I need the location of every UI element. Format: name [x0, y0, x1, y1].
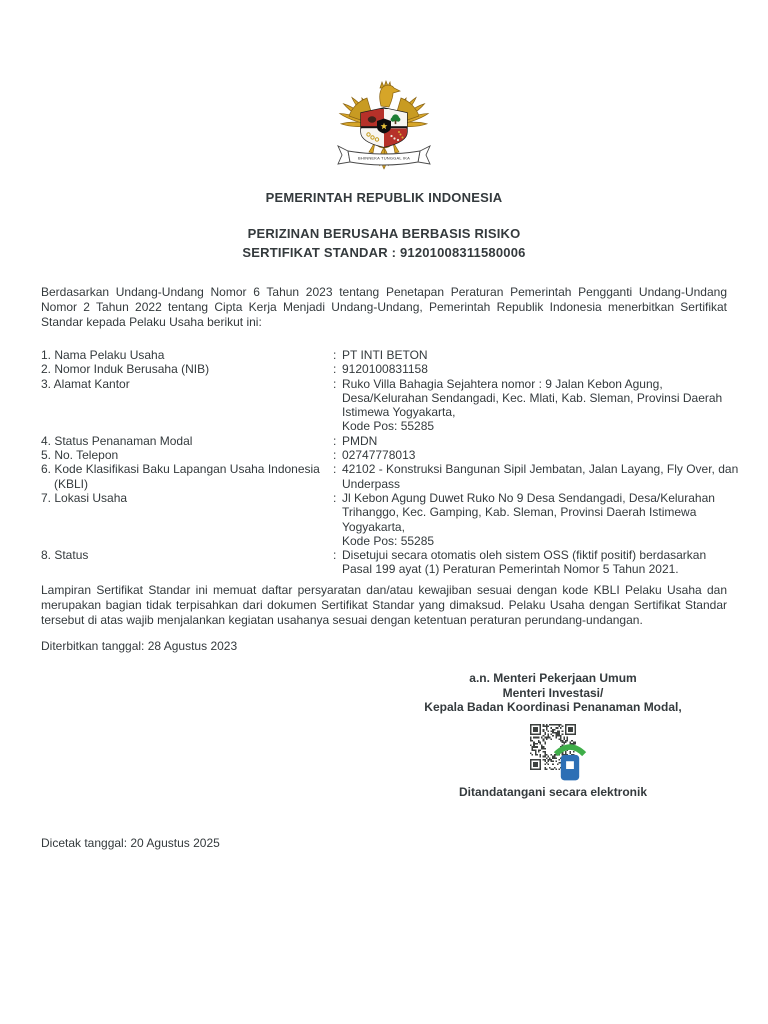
detail-row: [41, 448, 727, 462]
detail-label-line: 6. Kode Klasifikasi Baku Lapangan Usaha Indonesia: [41, 462, 320, 477]
pancasila-shield: [360, 108, 408, 148]
electronic-signature-note: Ditandatangani secara elektronik: [458, 785, 648, 799]
authority-line-2: Menteri Investasi/: [502, 685, 604, 700]
detail-label-line: (KBLI): [54, 476, 89, 491]
detail-row: [41, 434, 727, 448]
detail-row: [41, 377, 727, 434]
document-type-title: PERIZINAN BERUSAHA BERBASIS RISIKO: [247, 226, 521, 241]
government-title: PEMERINTAH REPUBLIK INDONESIA: [265, 190, 503, 205]
detail-value-line: Trihanggo, Kec. Gamping, Kab. Sleman, Provinsi Daerah Istimewa: [342, 505, 697, 520]
intro-paragraph: Berdasarkan Undang-Undang Nomor 6 Tahun 2023 tentang Penetapan Peraturan Pemerintah Pengganti Undang-Undang Nomor 2 Tahun 2022 tentang Cipta Kerja Menjadi Undang-Undang, Pemerintah Republik Indonesia menerbitkan Sertifikat Standar kepada Pelaku Usaha berikut ini:: [41, 285, 727, 330]
detail-label-line: 2. Nomor Induk Berusaha (NIB): [41, 362, 210, 377]
detail-label-line: 5. No. Telepon: [41, 448, 119, 463]
garuda-pancasila-emblem: [334, 76, 434, 172]
detail-value-line: Istimewa Yogyakarta,: [342, 405, 456, 420]
detail-label-line: 1. Nama Pelaku Usaha: [41, 348, 165, 362]
detail-colon: :: [333, 448, 337, 463]
detail-colon: :: [333, 490, 337, 505]
detail-value-line: Pasal 199 ayat (1) Peraturan Pemerintah Nomor 5 Tahun 2021.: [342, 562, 679, 577]
issued-date-line: Diterbitkan tanggal: 28 Agustus 2023: [41, 639, 238, 653]
signature-authority-block: [377, 671, 729, 715]
detail-value-line: Underpass: [342, 476, 401, 491]
detail-row: [41, 348, 727, 362]
detail-row: [41, 462, 739, 491]
detail-value-line: Kode Pos: 55285: [342, 419, 435, 434]
detail-value-line: PMDN: [342, 433, 378, 448]
scroll-text: BHINNEKA TUNGGAL IKA: [357, 155, 411, 161]
detail-value-line: Desa/Kelurahan Sendangadi, Kec. Mlati, Kab. Sleman, Provinsi Daerah: [342, 390, 723, 405]
detail-row: [41, 548, 727, 577]
detail-label-line: 7. Lokasi Usaha: [41, 490, 128, 505]
document-title-block: [0, 224, 768, 262]
printed-date-line: Dicetak tanggal: 20 Agustus 2025: [41, 836, 220, 850]
detail-label-line: 3. Alamat Kantor: [41, 376, 130, 391]
detail-row: [41, 362, 727, 376]
detail-value-line: PT INTI BETON: [342, 348, 428, 362]
detail-value-line: Disetujui secara otomatis oleh sistem OSS (fiktif positif) berdasarkan: [342, 548, 707, 563]
detail-row: [41, 491, 727, 548]
oss-logo-icon: [547, 740, 559, 753]
detail-value-line: Jl Kebon Agung Duwet Ruko No 9 Desa Sendangadi, Desa/Kelurahan: [342, 490, 715, 505]
certificate-number-line: SERTIFIKAT STANDAR : 91201008311580006: [242, 245, 526, 260]
detail-value-line: 02747778013: [342, 448, 416, 463]
detail-colon: :: [333, 362, 337, 377]
detail-label-line: 8. Status: [41, 548, 89, 563]
detail-label-line: 4. Status Penanaman Modal: [41, 433, 193, 448]
closing-paragraph: Lampiran Sertifikat Standar ini memuat daftar persyaratan dan/atau kewajiban sesuai dengan kode KBLI Pelaku Usaha dan merupakan bagian tidak terpisahkan dari dokumen Sertifikat Standar yang dimaksud. Pelaku Usaha dengan Sertifikat Standar tersebut di atas wajib menjalankan kegiatan usahanya sesuai dengan ketentuan peraturan perundang-undangan.: [41, 583, 727, 628]
detail-colon: :: [333, 462, 337, 477]
authority-line-1: a.n. Menteri Pekerjaan Umum: [469, 671, 637, 685]
detail-colon: :: [333, 376, 337, 391]
detail-value-line: 9120100831158: [342, 362, 428, 377]
qr-code: [530, 724, 576, 770]
detail-value-line: Kode Pos: 55285: [342, 533, 435, 548]
details-list: [41, 348, 739, 577]
detail-value-line: Ruko Villa Bahagia Sejahtera nomor : 9 Jalan Kebon Agung,: [342, 376, 663, 391]
authority-line-3: Kepala Badan Koordinasi Penanaman Modal,: [424, 700, 682, 715]
detail-colon: :: [333, 348, 337, 362]
detail-value-line: Yogyakarta,: [342, 519, 405, 534]
detail-value-line: 42102 - Konstruksi Bangunan Sipil Jembatan, Jalan Layang, Fly Over, dan: [342, 462, 739, 477]
detail-colon: :: [333, 548, 337, 563]
garuda-emblem-graphic: [334, 76, 434, 172]
detail-colon: :: [333, 433, 337, 448]
